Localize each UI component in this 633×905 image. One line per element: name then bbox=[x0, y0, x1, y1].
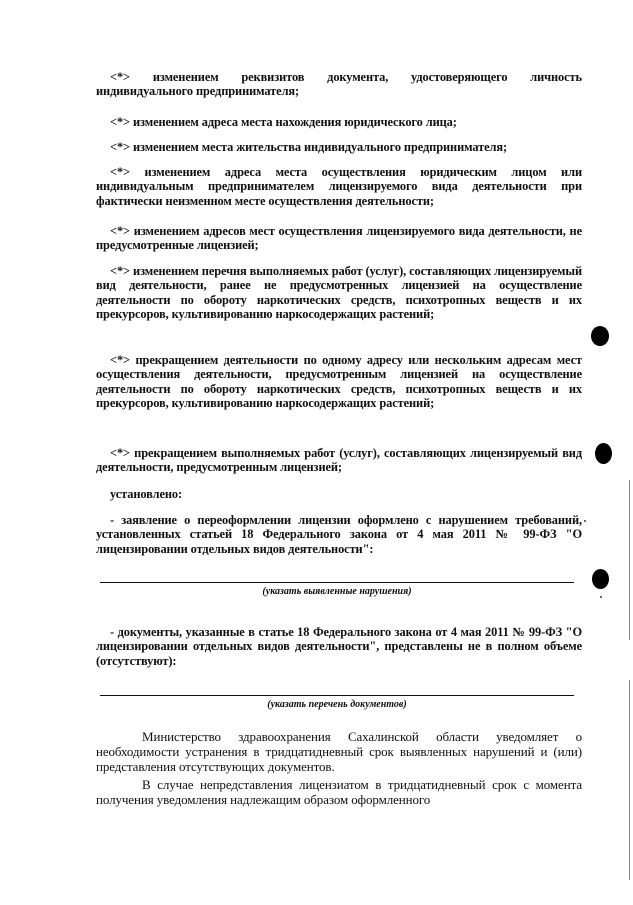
documents-fill-line bbox=[100, 695, 574, 696]
paragraph-documents-incomplete: - документы, указанные в статье 18 Федерального закона от 4 мая 2011 № 99-ФЗ "О лицензировании отдельных видов деятельности", представлены не в полном объеме (отсутствуют): bbox=[96, 625, 582, 668]
paragraph-established: установлено: bbox=[110, 487, 183, 501]
paragraph-requisites: <*> изменением реквизитов документа, удостоверяющего личность индивидуального предпринимателя; bbox=[96, 70, 582, 99]
punch-hole-mark bbox=[592, 569, 609, 589]
violations-fill-line bbox=[100, 582, 574, 583]
paragraph-addresses-not-provided: <*> изменением адресов мест осуществления лицензируемого вида деятельности, не предусмотренные лицензией; bbox=[96, 224, 582, 253]
scan-edge-line bbox=[629, 680, 630, 880]
paragraph-non-submission: В случае непредставления лицензиатом в тридцатидневный срок с момента получения уведомления надлежащим образом оформленного bbox=[96, 777, 582, 807]
paragraph-activity-address: <*> изменением адреса места осуществления юридическим лицом или индивидуальным предпринимателем лицензируемого вида деятельности при фактически неизменном месте осуществления деятельности; bbox=[96, 165, 582, 208]
paragraph-works-list-change: <*> изменением перечня выполняемых работ (услуг), составляющих лицензируемый вид деятельности, ранее не предусмотренных лицензией на осуществление деятельности по обороту наркотических средств, психотропных веществ и их прекурсоров, культивированию наркосодержащих растений; bbox=[96, 264, 582, 322]
documents-caption: (указать перечень документов) bbox=[267, 699, 407, 710]
paragraph-ministry-notice: Министерство здравоохранения Сахалинской области уведомляет о необходимости устранения в тридцатидневный срок выявленных нарушений и (или) представления отсутствующих документов. bbox=[96, 729, 582, 774]
punch-hole-mark bbox=[595, 443, 612, 464]
paragraph-residence: <*> изменением места жительства индивидуального предпринимателя; bbox=[110, 140, 508, 154]
paragraph-application-violation: - заявление о переоформлении лицензии оформлено с нарушением требований, установленных статьей 18 Федерального закона от 4 мая 2011 № 99-ФЗ "О лицензировании отдельных видов деятельности": bbox=[96, 513, 582, 556]
scan-speck bbox=[584, 520, 586, 522]
scan-speck bbox=[600, 596, 602, 598]
violations-caption: (указать выявленные нарушения) bbox=[262, 586, 412, 597]
punch-hole-mark bbox=[591, 326, 609, 346]
scan-edge-line bbox=[629, 480, 630, 640]
paragraph-termination-works: <*> прекращением выполняемых работ (услуг), составляющих лицензируемый вид деятельности, предусмотренным лицензией; bbox=[96, 446, 582, 475]
paragraph-legal-address: <*> изменением адреса места нахождения юридического лица; bbox=[110, 115, 457, 129]
paragraph-termination-address: <*> прекращением деятельности по одному адресу или нескольким адресам мест осуществления деятельности, предусмотренным лицензией на осуществление деятельности по обороту наркотических средств, психотропных веществ и их прекурсоров, культивированию наркосодержащих растений; bbox=[96, 353, 582, 411]
